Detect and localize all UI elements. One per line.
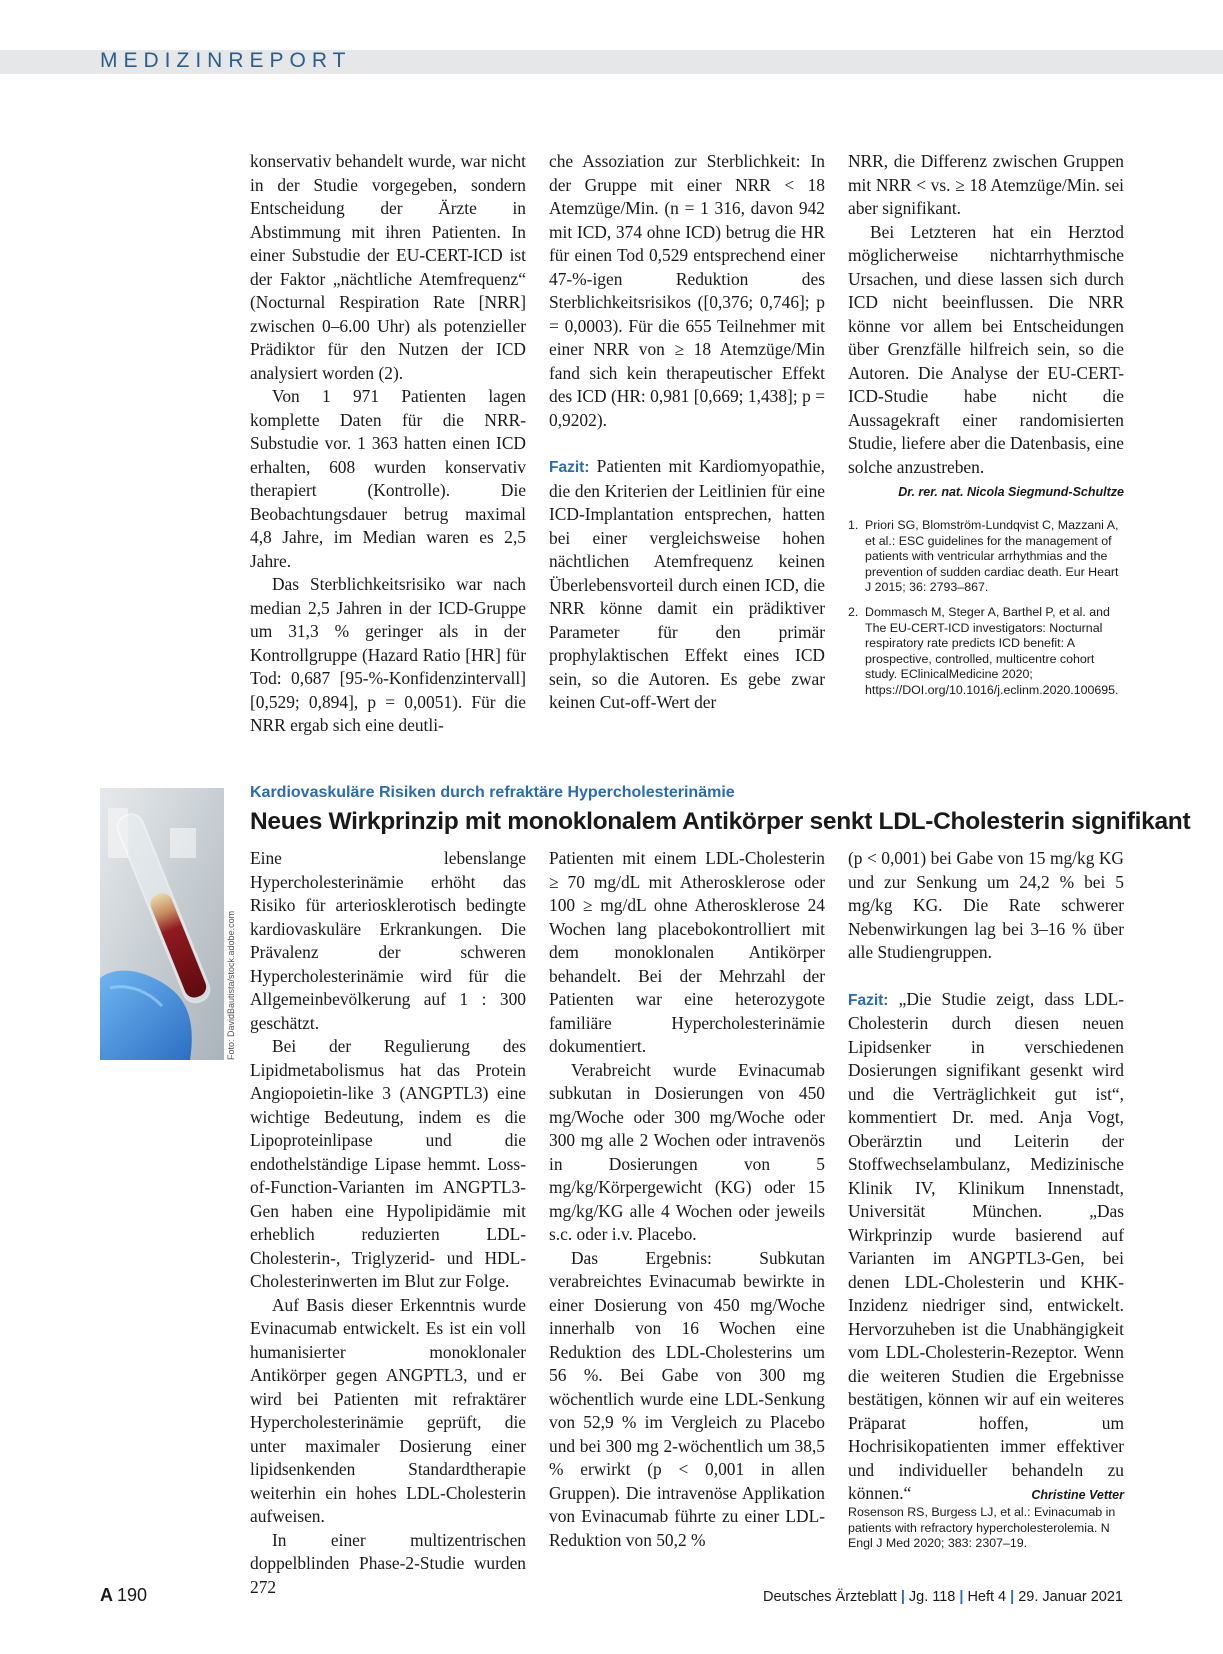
page-number: [100, 1585, 147, 1606]
article-kicker: Kardiovaskuläre Risiken durch refraktäre Hypercholesterinämie: [250, 784, 735, 801]
fazit-text: Patienten mit Kardiomyopathie, die den Kriterien der Leitlinien für eine ICD-Implantation entsprechen, hatten bei einer vergleichsweise hohen nächtlichen Atemfrequenz keinen Überlebensvorteil durch einen ICD, die NRR könne damit ein prädiktiver Parameter für den primär prophylaktischen Effekt eines ICD sein, so die Autoren. Es gebe zwar keinen Cut-off-Wert der: [549, 456, 825, 712]
article-photo: [100, 788, 224, 1060]
article-headline: Neues Wirkprinzip mit monoklonalem Antikörper senkt LDL-Cholesterin signifikant: [250, 808, 1191, 835]
author-byline: Christine Vetter: [1031, 1488, 1124, 1502]
fazit-text: „Die Studie zeigt, dass LDL-Cholesterin durch diesen neuen Lipidsenker in verschiedenen Dosierungen signifikant gesenkt wird und die Verträglichkeit gut ist“, kommentiert Dr. med. Anja Vogt, Oberärztin und Leiterin der Stoffwechselambulanz, Medizinische Klinik IV, Klinikum Innenstadt, Universität München. „Das Wirkprinzip wurde basierend auf Varianten im ANGPTL3-Gen, bei denen LDL-Cholesterin und KHK-Inzidenz niedriger sind, entwickelt. Hervorzuheben ist die Unabhängigkeit vom LDL-Cholesterin-Rezeptor. Wenn die weiteren Studien die Ergebnisse bestätigen, können wir auf ein weiteres Präparat hoffen, um Hochrisikopatienten immer effektiver und individueller behandeln zu können.“: [848, 988, 1124, 1503]
paragraph: Das Sterblichkeitsrisiko war nach median 2,5 Jahren in der ICD-Gruppe um 31,3 % geringer als in der Kontrollgruppe (Hazard Ratio [HR] für Tod: 0,687 [95-%-Konfidenzintervall] [0,529; 0,894], p = 0,0051). Für die NRR ergab sich eine deutli-: [250, 574, 526, 735]
journal-issue: Heft 4: [967, 1589, 1007, 1605]
paragraph: Auf Basis dieser Erkenntnis wurde Evinacumab entwickelt. Es ist ein voll humanisierter monoklonaler Antikörper gegen ANGPTL3, und er wird bei Patienten mit refraktärer Hypercholesterinämie geprüft, die unter maximaler Dosierung einer lipidsenkenden Standardtherapie weiterhin ein hohes LDL-Cholesterin aufweisen.: [250, 1294, 526, 1526]
paragraph: Eine lebenslange Hypercholesterinämie erhöht das Risiko für arteriosklerotisch bedingte kardiovaskuläre Erkrankungen. Die Prävalenz der schweren Hypercholesterinämie wird für die Allgemeinbevölkerung auf 1 : 300 geschätzt.: [250, 848, 526, 1033]
blood-tube-image: [100, 788, 224, 1060]
article1-column-1: [250, 150, 526, 738]
page-prefix: A: [100, 1585, 113, 1605]
reference-number: 2.: [848, 604, 859, 619]
paragraph: Von 1 971 Patienten lagen komplette Daten für die NRR-Substudie vor. 1 363 hatten einen ICD erhalten, 608 wurden konservativ therapiert (Kontrolle). Die Beobachtungsdauer betrug maximal 4,8 Jahre, im Median waren es 2,5 Jahre.: [250, 386, 526, 571]
journal-date: 29. Januar 2021: [1018, 1589, 1123, 1605]
paragraph: Das Ergebnis: Subkutan verabreichtes Evinacumab bewirkte in einer Dosierung von 450 mg/Woche innerhalb von 16 Wochen eine Reduktion des LDL-Cholesterins um 56 %. Bei Gabe von 300 mg wöchentlich wurde eine LDL-Senkung von 52,9 % im Vergleich zu Placebo und bei 300 mg 2-wöchentlich um 38,5 % erwirkt (p < 0,001 in allen Gruppen). Die intravenöse Applikation von Evinacumab führte zu einer LDL-Reduktion von 50,2 %: [549, 1247, 825, 1550]
paragraph: konservativ behandelt wurde, war nicht in der Studie vorgegeben, sondern Entscheidung der Ärzte in Abstimmung mit ihren Patienten. In einer Substudie der EU-CERT-ICD ist der Faktor „nächtliche Atemfrequenz“ (Nocturnal Respiration Rate [NRR] zwischen 0–6.00 Uhr) als potenzieller Prädiktor für den Nutzen der ICD analysiert worden (2).: [250, 151, 526, 383]
page-number-value: 190: [117, 1585, 148, 1605]
separator: |: [959, 1589, 964, 1605]
paragraph: [848, 221, 1124, 499]
fazit-paragraph: [549, 455, 825, 715]
journal-name: Deutsches Ärzteblatt: [763, 1589, 897, 1605]
reference-item: [848, 518, 1124, 596]
article2-column-1: [250, 847, 526, 1599]
reference-number: 1.: [848, 518, 859, 532]
separator: |: [1010, 1589, 1015, 1605]
paragraph: che Assoziation zur Sterblichkeit: In der Gruppe mit einer NRR < 18 Atemzüge/Min. (n = 1 316, davon 942 mit ICD, 374 ohne ICD) betrug die HR für einen Tod 0,529 entsprechend einer 47-%-igen Reduktion des Sterblichkeitsrisikos ([0,376; 0,746]; p = 0,0003). Für die 655 Teilnehmer mit einer NRR von ≥ 18 Atemzüge/Min fand sich kein therapeutischer Effekt des ICD (HR: 0,981 [0,669; 1,438]; p = 0,9202).: [549, 151, 825, 430]
author-byline: Dr. rer. nat. Nicola Siegmund-Schultze: [898, 485, 1124, 499]
journal-volume: Jg. 118: [908, 1589, 956, 1605]
paragraph: Verabreicht wurde Evinacumab subkutan in Dosierungen von 450 mg/Woche oder 300 mg/Woche oder 300 mg alle 2 Wochen oder intravenös in Dosierungen von 5 mg/kg/Körpergewicht (KG) oder 15 mg/kg/KG alle 4 Wochen oder jeweils s.c. oder i.v. Placebo.: [549, 1059, 825, 1244]
paragraph: (p < 0,001) bei Gabe von 15 mg/kg KG und zur Senkung um 24,2 % bei 5 mg/kg KG. Die Rate schwerer Nebenwirkungen lag bei 3–16 % über alle Studiengruppen.: [848, 848, 1124, 962]
article1-column-2: [549, 150, 825, 715]
journal-footer: [763, 1589, 1123, 1605]
separator: |: [900, 1589, 905, 1605]
paragraph: Bei der Regulierung des Lipidmetabolismus hat das Protein Angiopoietin-like 3 (ANGPTL3) eine wichtige Bedeutung, indem es die Lipoproteinlipase und die endothelständige Lipase hemmt. Loss-of-Function-Varianten im ANGPTL3-Gen haben eine Hypolipidämie mit erheblich reduzierten LDL-Cholesterin-, Triglyzerid- und HDL-Cholesterinwerten im Blut zur Folge.: [250, 1036, 526, 1291]
fazit-label: Fazit:: [549, 459, 590, 476]
study-reference: Rosenson RS, Burgess LJ, et al.: Evinacumab in patients with refractory hypercholesterolemia. N Engl J Med 2020; 383: 2307–19.: [848, 1505, 1116, 1551]
section-label: MEDIZINREPORT: [100, 49, 352, 72]
reference-text: Priori SG, Blomström-Lundqvist C, Mazzani A, et al.: ESC guidelines for the management of patients with ventricular arrhythmias and the prevention of sudden cardiac death. Eur Heart J 2015; 36: 2793–867.: [865, 518, 1119, 595]
paragraph-text: Bei Letzteren hat ein Herztod möglicherweise nichtarrhythmische Ursachen, und diese lassen sich durch ICD nicht beeinflussen. Die NRR könne vor allem bei Entscheidungen über Grenzfälle hilfreich sein, so die Autoren. Die Analyse der EU-CERT-ICD-Studie habe nicht die Aussagekraft einer randomisierten Studie, liefere aber die Datenbasis, eine solche anzustreben.: [848, 221, 1124, 477]
reference-item: [848, 605, 1124, 699]
article1-column-3: [848, 150, 1124, 505]
reference-list: [848, 518, 1124, 708]
paragraph: In einer multizentrischen doppelblinden Phase-2-Studie wurden 272: [250, 1529, 526, 1597]
fazit-paragraph: [848, 988, 1124, 1506]
article2-column-3: [848, 847, 1124, 1508]
photo-credit: Foto: DavidBautista/stock.adobe.com: [226, 910, 236, 1060]
fazit-label: Fazit:: [848, 991, 889, 1009]
paragraph: Patienten mit einem LDL-Cholesterin ≥ 70 mg/dL mit Atherosklerose oder 100 ≥ mg/dL ohne Atherosklerose 24 Wochen lang placebokontrolliert mit dem monoklonalen Antikörper behandelt. Bei der Mehrzahl der Patienten war eine heterozygote familiäre Hypercholesterinämie dokumentiert.: [549, 848, 825, 1056]
paragraph: NRR, die Differenz zwischen Gruppen mit NRR < vs. ≥ 18 Atemzüge/Min. sei aber signifikant.: [848, 151, 1124, 218]
article2-column-2: [549, 847, 825, 1552]
reference-text: Dommasch M, Steger A, Barthel P, et al. and The EU-CERT-ICD investigators: Nocturnal respiratory rate predicts ICD benefit: A prospective, controlled, multicentre cohort study. EClinicalMedicine 2020; https://DOI.org/10.1016/j.eclinm.2020.100695.: [865, 604, 1119, 697]
